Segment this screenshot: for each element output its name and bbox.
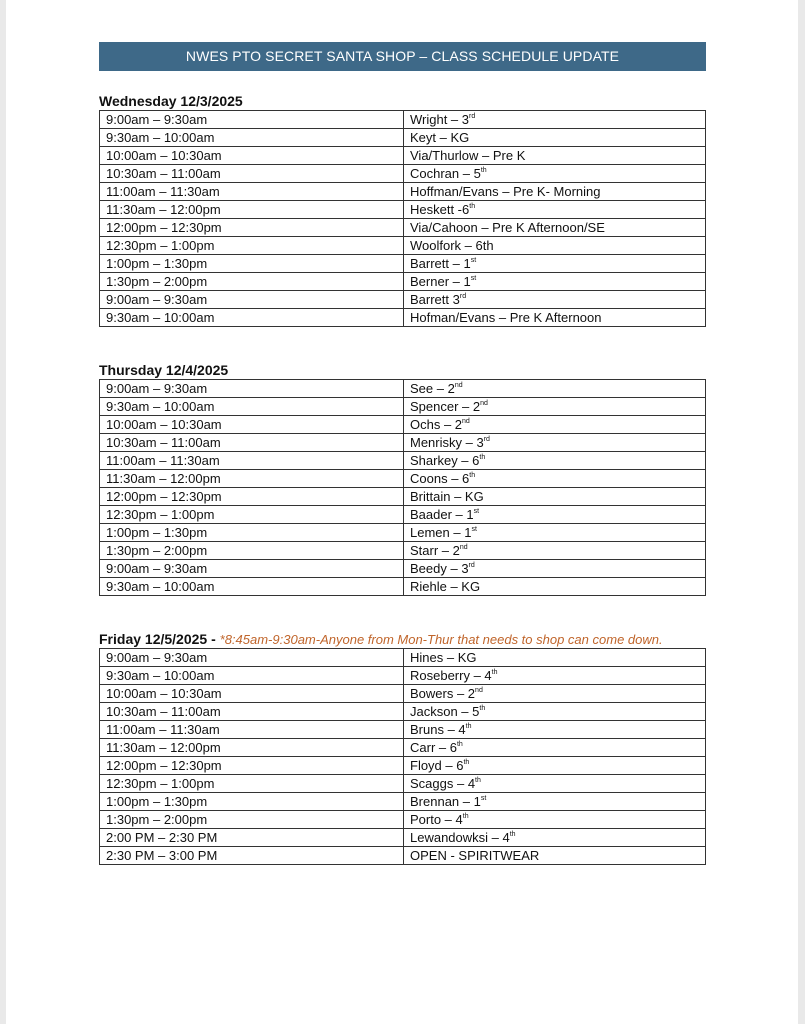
class-name: Via/Thurlow – Pre K bbox=[410, 148, 526, 163]
day-heading-wednesday bbox=[99, 93, 243, 109]
schedule-row bbox=[100, 524, 706, 542]
day-heading-text: Wednesday 12/3/2025 bbox=[99, 93, 243, 109]
class-name: Carr – 6 bbox=[410, 740, 457, 755]
class-name: Woolfork – 6th bbox=[410, 238, 494, 253]
grade-ordinal-suffix: rd bbox=[483, 436, 490, 443]
class-cell bbox=[404, 685, 706, 703]
schedule-table-friday bbox=[99, 648, 706, 865]
class-name: Ochs – 2 bbox=[410, 417, 463, 432]
class-cell bbox=[404, 488, 706, 506]
class-name: Jackson – 5 bbox=[410, 704, 480, 719]
schedule-row bbox=[100, 309, 706, 327]
time-slot-cell: 10:00am – 10:30am bbox=[100, 416, 404, 434]
schedule-row bbox=[100, 219, 706, 237]
schedule-row bbox=[100, 703, 706, 721]
schedule-row bbox=[100, 434, 706, 452]
grade-ordinal-suffix: rd bbox=[468, 562, 475, 569]
time-slot-cell: 10:00am – 10:30am bbox=[100, 685, 404, 703]
time-slot-cell: 1:00pm – 1:30pm bbox=[100, 524, 404, 542]
schedule-row bbox=[100, 416, 706, 434]
time-slot-cell: 12:30pm – 1:00pm bbox=[100, 775, 404, 793]
class-name: Menrisky – 3 bbox=[410, 435, 484, 450]
schedule-row bbox=[100, 255, 706, 273]
schedule-table-wednesday bbox=[99, 110, 706, 327]
grade-ordinal-suffix: th bbox=[456, 741, 463, 748]
class-name: Floyd – 6 bbox=[410, 758, 464, 773]
class-cell bbox=[404, 847, 706, 865]
schedule-row bbox=[100, 398, 706, 416]
schedule-row bbox=[100, 165, 706, 183]
class-cell bbox=[404, 434, 706, 452]
schedule-row bbox=[100, 129, 706, 147]
class-name: Riehle – KG bbox=[410, 579, 481, 594]
friday-note: *8:45am-9:30am-Anyone from Mon-Thur that needs to shop can come down. bbox=[219, 632, 663, 647]
grade-ordinal-suffix: th bbox=[479, 705, 486, 712]
class-cell bbox=[404, 649, 706, 667]
schedule-row bbox=[100, 237, 706, 255]
class-cell bbox=[404, 667, 706, 685]
grade-ordinal-suffix: st bbox=[480, 795, 487, 802]
day-heading-text: Thursday 12/4/2025 bbox=[99, 362, 229, 378]
class-name: Bowers – 2 bbox=[410, 686, 476, 701]
class-cell bbox=[404, 183, 706, 201]
schedule-row bbox=[100, 685, 706, 703]
time-slot-cell: 9:00am – 9:30am bbox=[100, 560, 404, 578]
class-name: Sharkey – 6 bbox=[410, 453, 480, 468]
schedule-row bbox=[100, 183, 706, 201]
schedule-row bbox=[100, 649, 706, 667]
schedule-row bbox=[100, 506, 706, 524]
class-name: Hofman/Evans – Pre K Afternoon bbox=[410, 310, 602, 325]
class-name: Hoffman/Evans – Pre K- Morning bbox=[410, 184, 601, 199]
class-cell bbox=[404, 416, 706, 434]
class-cell bbox=[404, 560, 706, 578]
class-cell bbox=[404, 721, 706, 739]
class-name: Roseberry – 4 bbox=[410, 668, 492, 683]
class-name: Wright – 3 bbox=[410, 112, 470, 127]
schedule-row bbox=[100, 721, 706, 739]
class-cell bbox=[404, 542, 706, 560]
time-slot-cell: 12:30pm – 1:00pm bbox=[100, 237, 404, 255]
grade-ordinal-suffix: st bbox=[470, 257, 477, 264]
time-slot-cell: 10:00am – 10:30am bbox=[100, 147, 404, 165]
grade-ordinal-suffix: th bbox=[475, 777, 481, 784]
class-name: Cochran – 5 bbox=[410, 166, 481, 181]
time-slot-cell: 1:00pm – 1:30pm bbox=[100, 255, 404, 273]
time-slot-cell: 9:00am – 9:30am bbox=[100, 291, 404, 309]
grade-ordinal-suffix: th bbox=[462, 813, 469, 820]
time-slot-cell: 1:30pm – 2:00pm bbox=[100, 542, 404, 560]
time-slot-cell: 11:00am – 11:30am bbox=[100, 183, 404, 201]
grade-ordinal-suffix: nd bbox=[475, 687, 483, 694]
day-heading-text: Friday 12/5/2025 - bbox=[99, 631, 216, 647]
class-name: OPEN - SPIRITWEAR bbox=[410, 848, 540, 863]
schedule-row bbox=[100, 560, 706, 578]
schedule-row bbox=[100, 775, 706, 793]
grade-ordinal-suffix: th bbox=[469, 472, 476, 479]
class-name: Baader – 1 bbox=[410, 507, 474, 522]
document-page bbox=[6, 0, 798, 1024]
time-slot-cell: 1:00pm – 1:30pm bbox=[100, 793, 404, 811]
time-slot-cell: 1:30pm – 2:00pm bbox=[100, 811, 404, 829]
class-name: Keyt – KG bbox=[410, 130, 470, 145]
class-cell bbox=[404, 775, 706, 793]
schedule-row bbox=[100, 452, 706, 470]
class-cell bbox=[404, 524, 706, 542]
schedule-row bbox=[100, 829, 706, 847]
time-slot-cell: 2:00 PM – 2:30 PM bbox=[100, 829, 404, 847]
class-name: Brennan – 1 bbox=[410, 794, 481, 809]
class-cell bbox=[404, 255, 706, 273]
class-name: Starr – 2 bbox=[410, 543, 460, 558]
schedule-row bbox=[100, 111, 706, 129]
class-cell bbox=[404, 219, 706, 237]
class-name: Spencer – 2 bbox=[410, 399, 481, 414]
class-name: Berner – 1 bbox=[410, 274, 471, 289]
schedule-row bbox=[100, 667, 706, 685]
schedule-row bbox=[100, 542, 706, 560]
grade-ordinal-suffix: nd bbox=[462, 418, 470, 425]
time-slot-cell: 9:30am – 10:00am bbox=[100, 309, 404, 327]
grade-ordinal-suffix: th bbox=[469, 203, 476, 210]
time-slot-cell: 11:30am – 12:00pm bbox=[100, 201, 404, 219]
schedule-row bbox=[100, 147, 706, 165]
class-name: Lemen – 1 bbox=[410, 525, 472, 540]
schedule-row bbox=[100, 291, 706, 309]
time-slot-cell: 12:00pm – 12:30pm bbox=[100, 219, 404, 237]
grade-ordinal-suffix: th bbox=[491, 669, 498, 676]
time-slot-cell: 9:30am – 10:00am bbox=[100, 667, 404, 685]
class-cell bbox=[404, 380, 706, 398]
class-cell bbox=[404, 703, 706, 721]
time-slot-cell: 11:00am – 11:30am bbox=[100, 452, 404, 470]
class-cell bbox=[404, 147, 706, 165]
schedule-row bbox=[100, 847, 706, 865]
time-slot-cell: 12:30pm – 1:00pm bbox=[100, 506, 404, 524]
class-name: Lewandowksi – 4 bbox=[410, 830, 510, 845]
grade-ordinal-suffix: nd bbox=[454, 382, 463, 389]
time-slot-cell: 9:00am – 9:30am bbox=[100, 649, 404, 667]
class-cell bbox=[404, 578, 706, 596]
class-cell bbox=[404, 201, 706, 219]
class-name: Bruns – 4 bbox=[410, 722, 466, 737]
schedule-row bbox=[100, 488, 706, 506]
schedule-row bbox=[100, 793, 706, 811]
class-cell bbox=[404, 398, 706, 416]
time-slot-cell: 2:30 PM – 3:00 PM bbox=[100, 847, 404, 865]
class-name: Scaggs – 4 bbox=[410, 776, 476, 791]
day-heading-friday bbox=[99, 631, 663, 647]
class-name: Porto – 4 bbox=[410, 812, 463, 827]
class-name: Brittain – KG bbox=[410, 489, 484, 504]
time-slot-cell: 11:00am – 11:30am bbox=[100, 721, 404, 739]
grade-ordinal-suffix: nd bbox=[459, 544, 468, 551]
grade-ordinal-suffix: rd bbox=[469, 113, 476, 120]
class-cell bbox=[404, 506, 706, 524]
schedule-row bbox=[100, 201, 706, 219]
class-cell bbox=[404, 452, 706, 470]
grade-ordinal-suffix: st bbox=[470, 275, 477, 282]
grade-ordinal-suffix: th bbox=[479, 454, 486, 461]
grade-ordinal-suffix: st bbox=[473, 508, 480, 515]
page-title-banner: NWES PTO SECRET SANTA SHOP – CLASS SCHEDULE UPDATE bbox=[99, 42, 706, 71]
grade-ordinal-suffix: th bbox=[509, 831, 516, 838]
day-heading-thursday bbox=[99, 362, 228, 378]
time-slot-cell: 10:30am – 11:00am bbox=[100, 165, 404, 183]
schedule-row bbox=[100, 578, 706, 596]
time-slot-cell: 12:00pm – 12:30pm bbox=[100, 757, 404, 775]
grade-ordinal-suffix: nd bbox=[480, 400, 488, 407]
class-cell bbox=[404, 793, 706, 811]
time-slot-cell: 10:30am – 11:00am bbox=[100, 434, 404, 452]
time-slot-cell: 9:00am – 9:30am bbox=[100, 111, 404, 129]
class-name: Coons – 6 bbox=[410, 471, 470, 486]
class-cell bbox=[404, 237, 706, 255]
class-cell bbox=[404, 470, 706, 488]
class-cell bbox=[404, 829, 706, 847]
time-slot-cell: 1:30pm – 2:00pm bbox=[100, 273, 404, 291]
schedule-row bbox=[100, 273, 706, 291]
class-cell bbox=[404, 129, 706, 147]
class-cell bbox=[404, 273, 706, 291]
time-slot-cell: 12:00pm – 12:30pm bbox=[100, 488, 404, 506]
grade-ordinal-suffix: th bbox=[480, 167, 487, 174]
class-name: Heskett -6 bbox=[410, 202, 470, 217]
schedule-table-thursday bbox=[99, 379, 706, 596]
class-cell bbox=[404, 165, 706, 183]
grade-ordinal-suffix: st bbox=[471, 526, 477, 533]
schedule-row bbox=[100, 739, 706, 757]
class-cell bbox=[404, 739, 706, 757]
class-cell bbox=[404, 111, 706, 129]
class-cell bbox=[404, 811, 706, 829]
schedule-row bbox=[100, 811, 706, 829]
class-cell bbox=[404, 291, 706, 309]
class-cell bbox=[404, 309, 706, 327]
class-name: Via/Cahoon – Pre K Afternoon/SE bbox=[410, 220, 605, 235]
schedule-row bbox=[100, 757, 706, 775]
time-slot-cell: 11:30am – 12:00pm bbox=[100, 470, 404, 488]
class-name: Barrett 3 bbox=[410, 292, 460, 307]
class-name: Beedy – 3 bbox=[410, 561, 469, 576]
class-name: Hines – KG bbox=[410, 650, 477, 665]
schedule-row bbox=[100, 470, 706, 488]
time-slot-cell: 9:30am – 10:00am bbox=[100, 578, 404, 596]
grade-ordinal-suffix: rd bbox=[459, 293, 467, 300]
class-name: See – 2 bbox=[410, 381, 455, 396]
grade-ordinal-suffix: th bbox=[465, 723, 472, 730]
grade-ordinal-suffix: th bbox=[463, 759, 470, 766]
class-name: Barrett – 1 bbox=[410, 256, 471, 271]
time-slot-cell: 9:30am – 10:00am bbox=[100, 398, 404, 416]
schedule-row bbox=[100, 380, 706, 398]
time-slot-cell: 9:00am – 9:30am bbox=[100, 380, 404, 398]
time-slot-cell: 10:30am – 11:00am bbox=[100, 703, 404, 721]
time-slot-cell: 9:30am – 10:00am bbox=[100, 129, 404, 147]
time-slot-cell: 11:30am – 12:00pm bbox=[100, 739, 404, 757]
class-cell bbox=[404, 757, 706, 775]
